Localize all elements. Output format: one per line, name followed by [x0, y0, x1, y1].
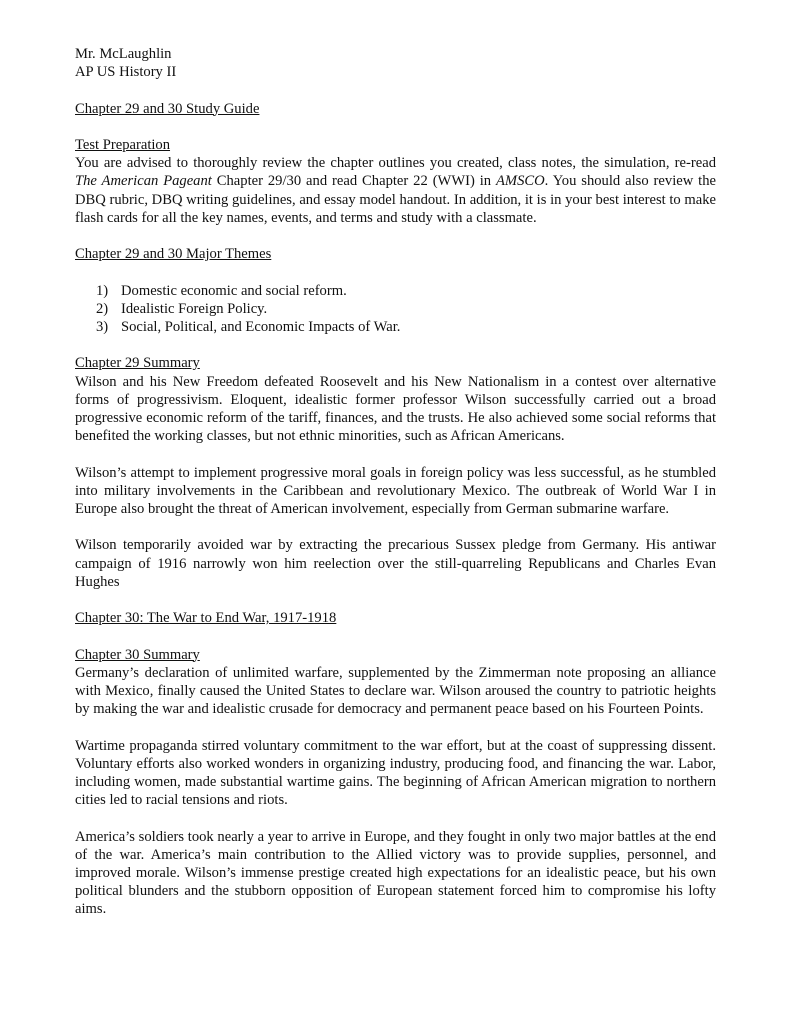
ch30-title: Chapter 30: The War to End War, 1917-1918: [75, 610, 337, 627]
list-number: 1): [96, 282, 109, 299]
book-title-2: AMSCO: [496, 173, 545, 190]
list-number: 2): [96, 300, 109, 317]
spacer: [75, 118, 716, 136]
ch29-paragraph-1: Wilson and his New Freedom defeated Roosevelt and his New Nationalism in a contest over alternative forms of progressivism. Eloquent, idealistic former professor Wilson successfully carried out a broad progressive economic reform of the tariff, finances, and the trusts. He also achieved some social reforms that benefited the working classes, but not ethnic minorities, such as African Americans.: [75, 373, 716, 445]
list-item: [75, 318, 716, 336]
list-text: Idealistic Foreign Policy.: [121, 300, 268, 317]
spacer: [75, 718, 716, 736]
ch30-paragraph-3: America’s soldiers took nearly a year to arrive in Europe, and they fought in only two major battles at the end of the war. America’s main contribution to the Allied victory was to provide supplies, personnel, and improved morale. Wilson’s immense prestige created high expectations for an idealistic peace, but his own political blunders and the stubborn opposition of European statement forced him to compromise his lofty aims.: [75, 828, 716, 918]
book-title: The American Pageant: [75, 173, 212, 190]
spacer: [75, 627, 716, 645]
spacer: [75, 518, 716, 536]
ch29-paragraph-3: Wilson temporarily avoided war by extracting the precarious Sussex pledge from Germany. His antiwar campaign of 1916 narrowly won him reelection over the still-quarreling Republicans and Charles Evan Hughes: [75, 537, 716, 590]
test-prep-text-2: Chapter 29/30 and read Chapter 22 (WWI) in: [211, 173, 497, 190]
spacer: [75, 445, 716, 463]
spacer: [75, 227, 716, 245]
test-prep-text-3: . You should also review the DBQ rubric, DBQ writing guidelines, and essay model handout. In addition, it is in your best interest to make flash cards for all the key names, events, and terms and study with a classmate.: [75, 173, 717, 226]
spacer: [75, 336, 716, 354]
list-text: Domestic economic and social reform.: [121, 282, 347, 299]
test-prep-heading: Test Preparation: [75, 136, 171, 153]
list-text: Social, Political, and Economic Impacts of War.: [121, 318, 401, 335]
ch30-paragraph-2: Wartime propaganda stirred voluntary commitment to the war effort, but at the coast of suppressing dissent. Voluntary efforts also worked wonders in organizing industry, producing food, and financing the war. Labor, including women, made substantial wartime gains. The beginning of African American migration to northern cities led to racial tensions and riots.: [75, 737, 716, 809]
test-prep-text-1: You are advised to thoroughly review the chapter outlines you created, class notes, the simulation, re-read: [75, 155, 716, 172]
spacer: [75, 263, 716, 281]
list-number: 3): [96, 318, 109, 335]
teacher-name: Mr. McLaughlin: [75, 46, 172, 62]
themes-heading: Chapter 29 and 30 Major Themes: [75, 246, 272, 263]
ch29-paragraph-2: Wilson’s attempt to implement progressive moral goals in foreign policy was less successful, as he stumbled into military involvements in the Caribbean and revolutionary Mexico. The outbreak of World War I in Europe also brought the threat of American involvement, especially from German submarine warfare.: [75, 464, 716, 517]
list-item: [75, 300, 716, 318]
document-page: [75, 45, 716, 919]
ch29-heading: Chapter 29 Summary: [75, 355, 200, 372]
spacer: [75, 81, 716, 99]
course-name: AP US History II: [75, 64, 177, 81]
document-title: Chapter 29 and 30 Study Guide: [75, 100, 260, 117]
test-prep-paragraph: [75, 154, 716, 227]
spacer: [75, 591, 716, 609]
spacer: [75, 809, 716, 827]
ch30-paragraph-1: Germany’s declaration of unlimited warfare, supplemented by the Zimmerman note proposing an alliance with Mexico, finally caused the United States to declare war. Wilson aroused the country to patriotic heights by making the war and idealistic crusade for democracy and permanent peace based on his Fourteen Points.: [75, 664, 716, 718]
themes-list: [75, 282, 716, 337]
ch30-heading: Chapter 30 Summary: [75, 646, 200, 663]
list-item: [75, 282, 716, 300]
